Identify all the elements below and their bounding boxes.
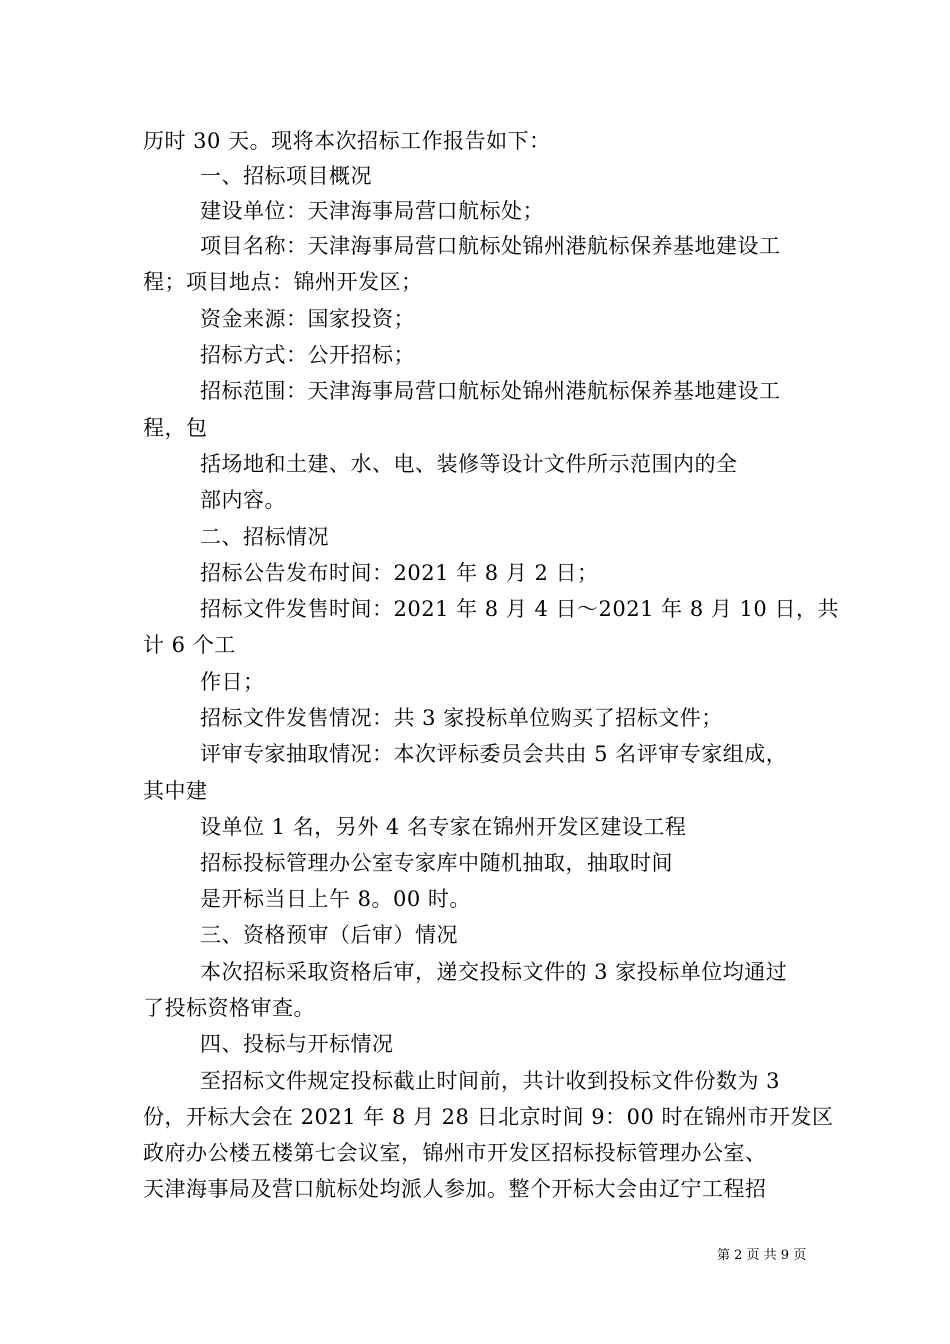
- text-line: 招标范围：天津海事局营口航标处锦州港航标保养基地建设工: [200, 379, 781, 403]
- text-line: 资金来源：国家投资；: [200, 307, 415, 331]
- text-line: 计 6 个工: [143, 633, 236, 657]
- text-line: 是开标当日上午 8。00 时。: [200, 887, 471, 911]
- section-heading: 三、资格预审（后审）情况: [200, 923, 458, 947]
- text-line: 评审专家抽取情况：本次评标委员会共由 5 名评审专家组成，: [200, 742, 788, 766]
- text-line: 招标方式：公开招标；: [200, 343, 415, 367]
- page-footer: 第 2 页 共 9 页: [717, 1248, 807, 1263]
- section-heading: 一、招标项目概况: [200, 164, 372, 188]
- text-line: 项目名称：天津海事局营口航标处锦州港航标保养基地建设工: [200, 234, 781, 258]
- text-line: 括场地和土建、水、电、装修等设计文件所示范围内的全: [200, 452, 738, 476]
- text-line: 其中建: [143, 779, 208, 803]
- text-line: 招标公告发布时间：2021 年 8 月 2 日；: [200, 561, 599, 585]
- text-line: 份，开标大会在 2021 年 8 月 28 日北京时间 9：00 时在锦州市开发区: [143, 1105, 834, 1129]
- text-line: 程，包: [143, 416, 208, 440]
- text-line: 程；项目地点：锦州开发区；: [143, 270, 423, 294]
- text-line: 历时 30 天。现将本次招标工作报告如下：: [143, 129, 551, 153]
- text-line: 招标文件发售情况：共 3 家投标单位购买了招标文件；: [200, 706, 723, 730]
- text-line: 设单位 1 名，另外 4 名专家在锦州开发区建设工程: [200, 815, 687, 839]
- text-line: 本次招标采取资格后审，递交投标文件的 3 家投标单位均通过: [200, 960, 788, 984]
- text-line: 作日；: [200, 670, 265, 694]
- text-line: 部内容。: [200, 488, 286, 512]
- text-line: 招标文件发售时间：2021 年 8 月 4 日～2021 年 8 月 10 日，共: [200, 597, 839, 621]
- text-line: 招标投标管理办公室专家库中随机抽取，抽取时间: [200, 851, 673, 875]
- text-line: 天津海事局及营口航标处均派人参加。整个开标大会由辽宁工程招: [143, 1177, 767, 1201]
- text-line: 了投标资格审查。: [143, 996, 315, 1020]
- text-line: 政府办公楼五楼第七会议室，锦州市开发区招标投标管理办公室、: [143, 1141, 767, 1165]
- section-heading: 二、招标情况: [200, 525, 329, 549]
- text-line: 至招标文件规定投标截止时间前，共计收到投标文件份数为 3: [200, 1069, 781, 1093]
- text-line: 建设单位：天津海事局营口航标处；: [200, 199, 544, 223]
- section-heading: 四、投标与开标情况: [200, 1032, 394, 1056]
